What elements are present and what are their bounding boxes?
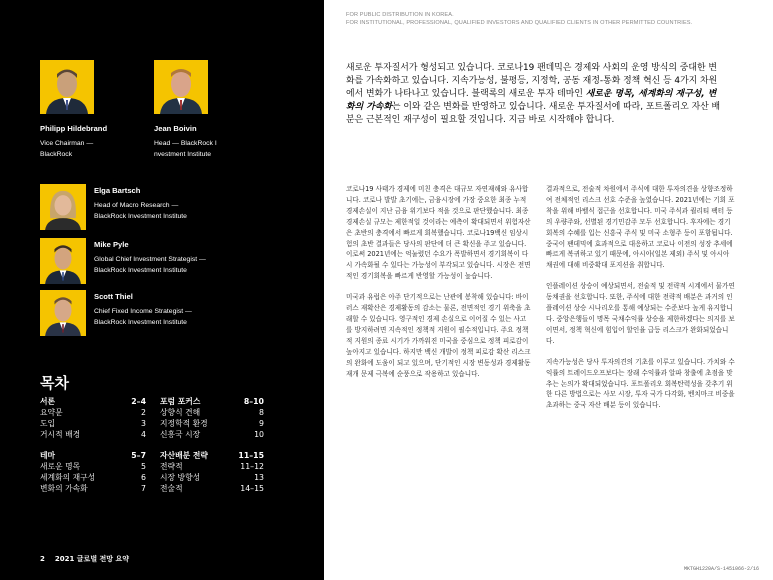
toc-entry-page: 6: [141, 473, 146, 482]
page-number: 2: [40, 555, 45, 563]
toc-entry[interactable]: [40, 450, 146, 461]
person-name: Scott Thiel: [94, 292, 133, 301]
toc-entry-page: 14–15: [240, 484, 264, 493]
body-paragraph: 인플레이션 상승이 예상되면서, 전술적 및 전략적 시계에서 물가연동채권을 선호합니다. 또한, 주식에 대한 전략적 배분은 과거의 인플레이션 상승 시나리오를 통해 예상되는 수준보다 높게 유지합니다. 중앙은행들이 명목 국채수익률 상승을 제한하겠다는 의지를 보이면서, 정책 혁신에 힘입어 할인율 급등 리스크가 완화되었습니다.: [546, 282, 735, 345]
lead-emphasis: 새로운 명목, 세계화의 재구성, 변화의 가속화: [346, 89, 717, 112]
toc-column-right: [160, 396, 264, 494]
person-portrait-icon: [40, 184, 86, 230]
toc-entry[interactable]: [40, 396, 146, 407]
toc-entry[interactable]: [40, 472, 146, 483]
toc-entry-title: 변화의 가속화: [40, 484, 88, 493]
toc-entry-title: 새로운 명목: [40, 462, 81, 471]
body-column-left: [346, 184, 532, 389]
person-name: Mike Pyle: [94, 240, 129, 249]
lead-paragraph: [346, 62, 721, 127]
toc-entry-page: 4: [141, 430, 146, 439]
toc-entry[interactable]: [160, 429, 264, 440]
distribution-disclaimer: FOR PUBLIC DISTRIBUTION IN KOREA. FOR INSTITUTIONAL, PROFESSIONAL, QUALIFIED INVESTORS AND QUALIFIED CLIENTS IN OTHER PERMITTED COUNTRIES.: [346, 12, 693, 26]
portrait-photo: [154, 60, 208, 114]
left-panel: [0, 0, 324, 580]
toc-entry-page: 11–12: [240, 462, 264, 471]
body-paragraph: 결과적으로, 전술적 차원에서 주식에 대한 투자의견을 상향조정하여 전체적인 리스크 선호 수준을 높였습니다. 2021년에는 기회 포착을 위해 바벨식 접근을 선호합니다. 미국 주식과 퀄리티 팩터 등의 우량주와, 선별된 경기민감주 모두 선호합니다. 후자에는 경기 회복의 수혜를 입는 신흥국 주식 및 미국 소형주 등이 포함됩니다. 중국이 팬데믹에 효과적으로 대응하고 코로나 이전의 성장 추세에 빠르게 복귀하고 있기 때문에, 아시아(일본 제외) 주식 및 아시아 채권에 대해 비중확대 포지션을 취합니다.: [546, 185, 735, 270]
lead-text: 는 이와 같은 변화를 반영하고 있습니다. 새로운 투자질서에 따라, 포트폴리오 자산 배분은 근본적인 재구성이 필요할 것입니다. 지금 바로 시작해야 합니다.: [346, 102, 721, 125]
body-paragraph: 미국과 유럽은 아주 단기적으로는 난관에 봉착해 있습니다: 바이러스 재확산은 경제활동의 감소는 물론, 전면적인 경기 위축을 초래할 수 있습니다. 영구적인 경제 손실으로 이어질 수 있는 사고를 방지하려면 지속적인 정책적 지원이 필수적입니다. 주요 정책적 지원의 종료 시기가 가까워진 미국을 중심으로 정책 피로감이 높아지고 있습니다. 하지만 백신 개발이 정책 피로감 확산 리스크의 완화에 도움이 되고 있으며, 단기적인 시장 변동성과 경제활동 재개 문제 극복에 순풍으로 작용하고 있습니다.: [346, 293, 531, 378]
toc-entry-title: 거시적 배경: [40, 430, 81, 439]
toc-entry[interactable]: [160, 396, 264, 407]
person-portrait-icon: [40, 60, 94, 114]
toc-entry-title: 신흥국 시장: [160, 430, 201, 439]
toc-entry-page: 10: [254, 430, 264, 439]
toc-entry-page: 9: [259, 419, 264, 428]
document-title: 2021 글로벌 전망 요약: [54, 555, 130, 563]
lead-text: 새로운 투자질서가 형성되고 있습니다. 코로나19 팬데믹은 경제와 사회의 운영 방식의 중대한 변화를 가속화하고 있습니다. 지속가능성, 불평등, 지정학, 공동 재정-통화 정책 혁신 등 4가지 차원에서 변화가 나타나고 있습니다. 블랙록의 새로운 투자 테마인: [346, 63, 718, 99]
toc-entry-page: 5: [141, 462, 146, 471]
body-column-right: [546, 184, 736, 421]
person-name: Jean Boivin: [154, 124, 197, 133]
toc-entry-title: 전략적: [160, 462, 183, 471]
portrait-photo: [40, 184, 86, 230]
toc-entry-page: 5–7: [131, 451, 146, 460]
toc-entry-title: 세계화의 재구성: [40, 473, 96, 482]
person-portrait-icon: [40, 238, 86, 284]
toc-entry[interactable]: [160, 450, 264, 461]
toc-entry[interactable]: [40, 483, 146, 494]
body-paragraph: 지속가능성은 당사 투자의견의 기초를 이루고 있습니다. 가치와 수익률의 트레이드오프보다는 장래 수익률과 알파 창출에 초점을 맞추는 논의가 확대되었습니다. 포트폴리오 회복탄력성을 갖추기 위한 다른 방법으로는 사모 시장, 투자 국가 다각화, 벤치마크 비중을 초과하는 중국 자산 배분 등이 있습니다.: [546, 357, 735, 410]
person-title: Vice Chairman — BlackRock: [40, 140, 94, 158]
person-name: Elga Bartsch: [94, 186, 141, 195]
toc-entry[interactable]: [160, 461, 264, 472]
toc-column-left: [40, 396, 146, 494]
toc-entry-page: 11–15: [238, 451, 264, 460]
toc-entry[interactable]: [160, 483, 264, 494]
toc-entry-title: 테마: [40, 451, 56, 460]
portrait-photo: [40, 238, 86, 284]
person-portrait-icon: [154, 60, 208, 114]
toc-entry-title: 서론: [40, 397, 56, 406]
toc-entry-title: 시장 방향성: [160, 473, 201, 482]
toc-entry-page: 2: [141, 408, 146, 417]
person-portrait-icon: [40, 290, 86, 336]
person-title: Head — BlackRock I nvestment Institute: [154, 140, 217, 158]
toc-entry-title: 상향식 견해: [160, 408, 201, 417]
person-title: Head of Macro Research — BlackRock Investment Institute: [94, 202, 187, 220]
toc-entry-page: 13: [254, 473, 264, 482]
portrait-photo: [40, 60, 94, 114]
toc-heading: 목차: [40, 374, 69, 392]
toc-entry[interactable]: [40, 407, 146, 418]
toc-entry[interactable]: [40, 429, 146, 440]
toc-entry[interactable]: [40, 461, 146, 472]
toc-entry-page: 2–4: [131, 397, 146, 406]
toc-entry-title: 도입: [40, 419, 56, 428]
portrait-photo: [40, 290, 86, 336]
person-name: Philipp Hildebrand: [40, 124, 108, 133]
toc-entry-page: 7: [141, 484, 146, 493]
toc-entry[interactable]: [160, 418, 264, 429]
toc-entry-title: 포럼 포커스: [160, 397, 201, 406]
toc-entry[interactable]: [160, 472, 264, 483]
toc-entry-title: 자산배분 전략: [160, 451, 208, 460]
body-paragraph: 코로나19 사태가 경제에 미친 충격은 대규모 자연재해와 유사합니다. 코로나 발발 초기에는, 금융시장에 가장 중요한 최종 누적 경제손실이 지난 금융 위기보다 적을 것으로 판단했습니다. 최종 경제손실 규모는 제한적일 것이라는 예측이 확대되면서 위험자산은 초반의 충격에서 빠르게 회복했습니다. 코로나19백신 임상시험의 초반 결과들은 당사의 판단에 더 큰 확신을 주고 있습니다. 이로써 2021년에는 억눌렸던 수요가 폭발하면서 경기회복이 다시 가속화될 수 있다는 가능성이 부각되고 있습니다. 시장은 전면적인 경기회복을 빠르게 반영할 가능성이 높습니다.: [346, 185, 531, 281]
toc-entry-title: 요약문: [40, 408, 63, 417]
toc-entry-page: 3: [141, 419, 146, 428]
person-title: Global Chief Investment Strategist — BlackRock Investment Institute: [94, 256, 206, 274]
document-code: MKTGH1220A/S-1451066-2/16: [683, 566, 759, 572]
toc-entry-title: 전술적: [160, 484, 183, 493]
toc-entry-page: 8–10: [243, 397, 264, 406]
person-title: Chief Fixed Income Strategist — BlackRock Investment Institute: [94, 308, 192, 326]
page-footer: [40, 554, 139, 564]
toc-entry-page: 8: [259, 408, 264, 417]
toc-entry-title: 지정학적 환경: [160, 419, 208, 428]
toc-entry[interactable]: [40, 418, 146, 429]
toc-entry[interactable]: [160, 407, 264, 418]
